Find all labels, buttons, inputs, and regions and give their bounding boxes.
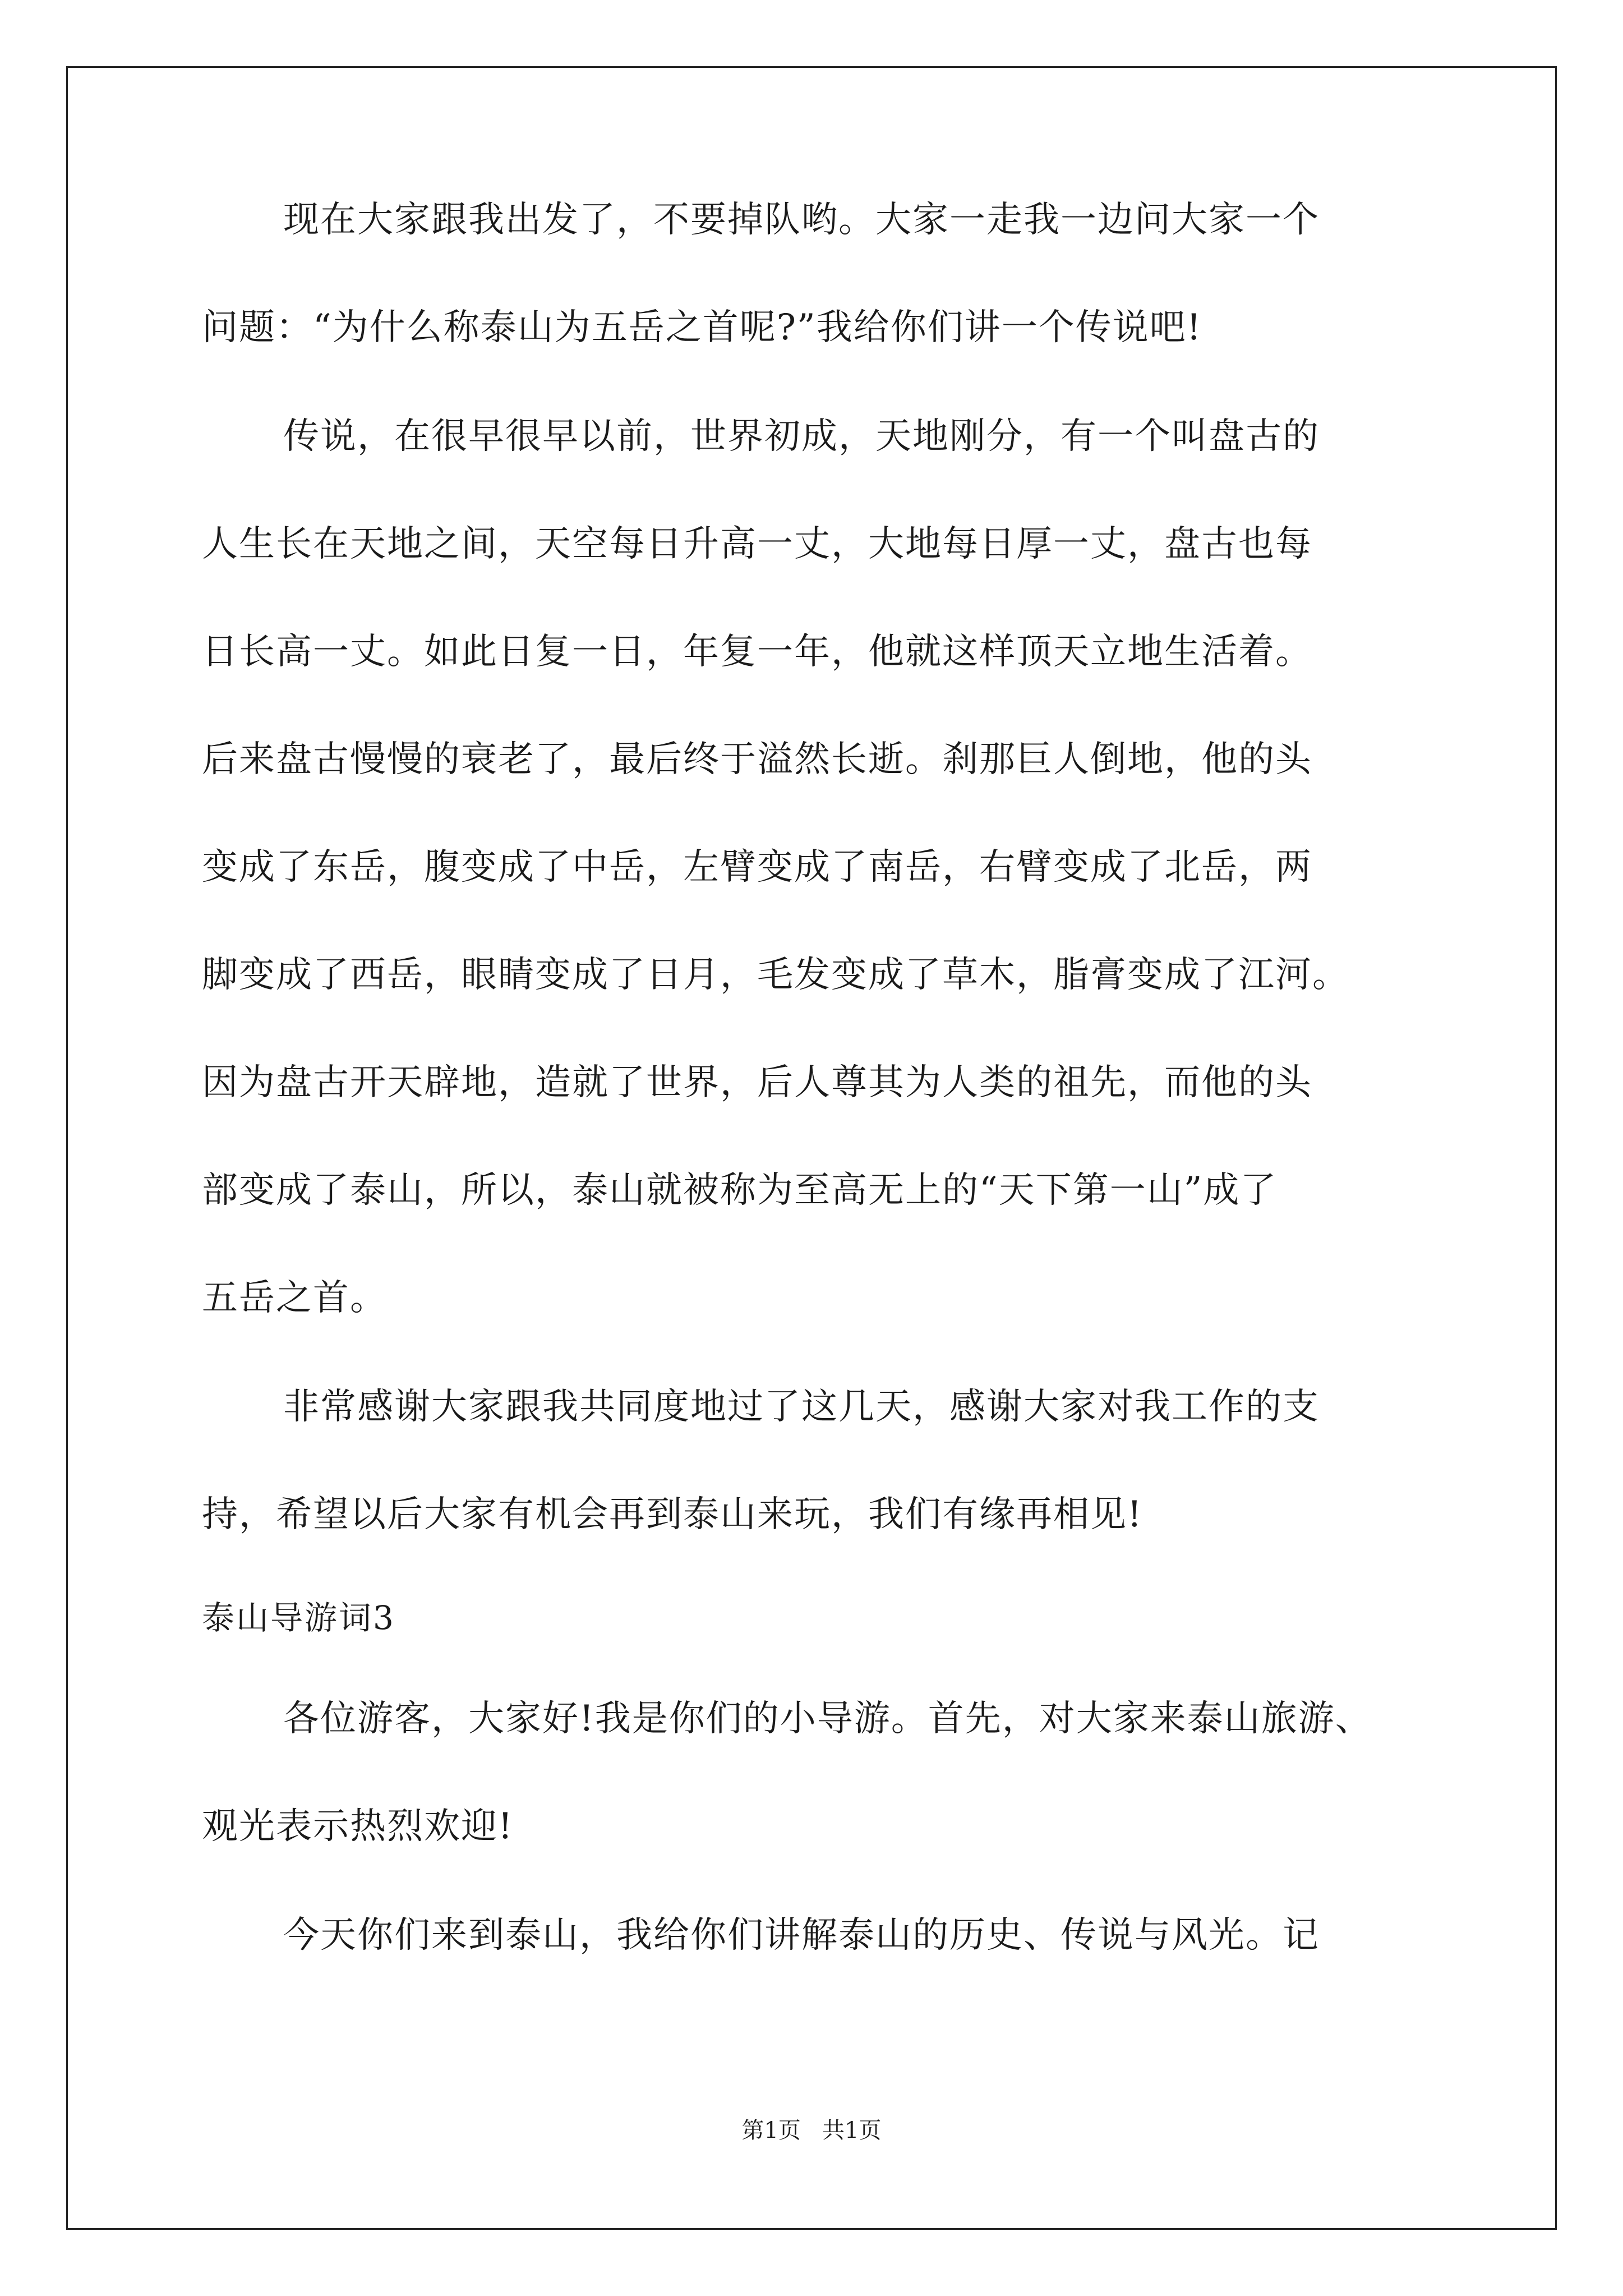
text-line: 变成了东岳，腹变成了中岳，左臂变成了南岳，右臂变成了北岳，两 [202, 846, 1312, 888]
text-line: 传说，在很早很早以前，世界初成，天地刚分，有一个叫盘古的 [283, 416, 1320, 457]
text-line: 脚变成了西岳，眼睛变成了日月，毛发变成了草木，脂膏变成了江河。 [202, 954, 1349, 996]
text-line: 部变成了泰山，所以，泰山就被称为至高无上的“天下第一山”成了 [202, 1170, 1278, 1211]
text-line: 后来盘古慢慢的衰老了，最后终于溢然长逝。刹那巨人倒地，他的头 [202, 739, 1312, 780]
text-line: 现在大家跟我出发了，不要掉队哟。大家一走我一边问大家一个 [283, 199, 1320, 241]
page-footer: 第1页 共1页 [741, 2118, 882, 2143]
text-line: 持，希望以后大家有机会再到泰山来玩，我们有缘再相见! [202, 1494, 1143, 1535]
text-line: 日长高一丈。如此日复一日，年复一年，他就这样顶天立地生活着。 [202, 631, 1312, 673]
section-title: 泰山导游词3 [202, 1599, 395, 1637]
text-line: 非常感谢大家跟我共同度地过了这几天，感谢大家对我工作的支 [283, 1386, 1320, 1428]
text-line: 五岳之首。 [202, 1277, 387, 1319]
text-line: 观光表示热烈欢迎! [202, 1806, 514, 1847]
text-line: 问题：“为什么称泰山为五岳之首呢?”我给你们讲一个传说吧! [202, 307, 1202, 348]
text-line: 今天你们来到泰山，我给你们讲解泰山的历史、传说与风光。记 [283, 1915, 1320, 1956]
text-line: 因为盘古开天辟地，造就了世界，后人尊其为人类的祖先，而他的头 [202, 1062, 1312, 1103]
text-line: 各位游客，大家好!我是你们的小导游。首先，对大家来泰山旅游、 [283, 1698, 1372, 1740]
text-line: 人生长在天地之间，天空每日升高一丈，大地每日厚一丈，盘古也每 [202, 523, 1312, 565]
document-body [202, 199, 1469, 1956]
